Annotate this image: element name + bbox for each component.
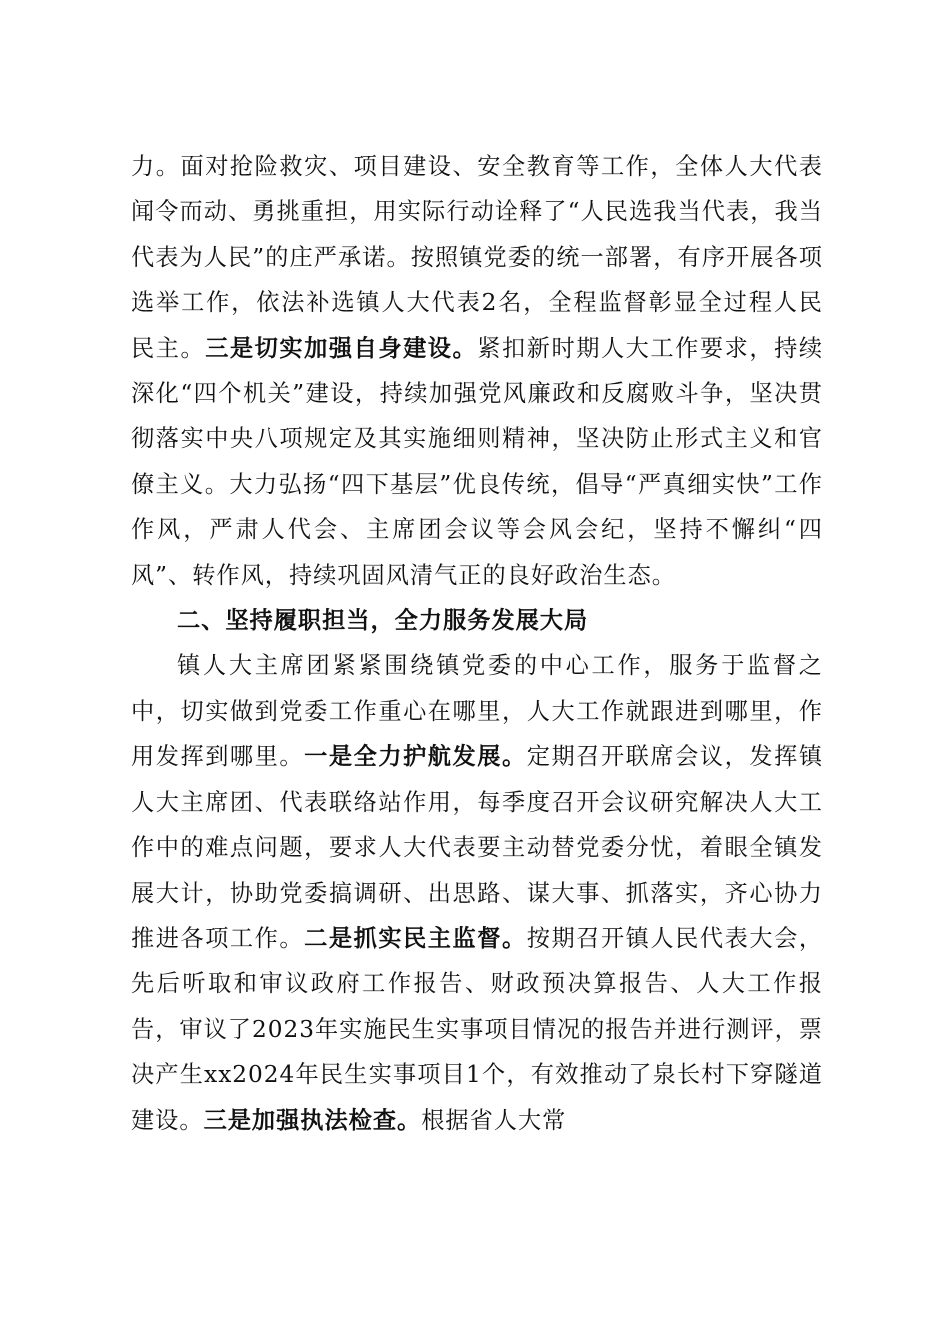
document-body [131, 144, 823, 1143]
paragraph-text: 紧扣新时期人大工作要求，持续深化“四个机关”建设，持续加强党风廉政和反腐败斗争，坚决贯彻落实中央八项规定及其实施细则精神，坚决防止形式主义和官僚主义。大力弘扬“四下基层”优良传统，倡导“严真细实快”工作作风，严肃人代会、主席团会议等会风会纪，坚持不懈纠“四风”、转作风，持续巩固风清气正的良好政治生态。 [131, 334, 824, 589]
bold-lead-phrase: 二是抓实民主监督。 [304, 924, 527, 952]
paragraph-continuation [131, 144, 823, 598]
bold-lead-phrase: 一是全力护航发展。 [304, 743, 527, 771]
paragraph-text: 力。面对抢险救灾、项目建设、安全教育等工作，全体人大代表闻令而动、勇挑重担，用实际行动诠释了“人民选我当代表，我当代表为人民”的庄严承诺。按照镇党委的统一部署，有序开展各项选举工作，依法补选镇人大代表2名，全程监督彰显全过程人民民主。 [131, 153, 823, 362]
paragraph-text: 镇人大主席团紧紧围绕镇党委的中心工作，服务于监督之中，切实做到党委工作重心在哪里，人大工作就跟进到哪里，作用发挥到哪里。 [131, 652, 823, 771]
bold-lead-phrase: 三是加强执法检查。 [203, 1106, 422, 1134]
paragraph-text: 根据省人大常 [421, 1106, 567, 1134]
paragraph [131, 643, 823, 1142]
paragraph-text: 按期召开镇人民代表大会，先后听取和审议政府工作报告、财政预决算报告、人大工作报告，审议了2023年实施民生实事项目情况的报告并进行测评，票决产生xx2024年民生实事项目1个，有效推动了泉长村下穿隧道建设。 [131, 924, 824, 1134]
bold-lead-phrase: 三是切实加强自身建设。 [205, 334, 478, 362]
section-heading: 二、坚持履职担当，全力服务发展大局 [177, 607, 589, 635]
paragraph-text: 定期召开联席会议，发挥镇人大主席团、代表联络站作用，每季度召开会议研究解决人大工作中的难点问题，要求人大代表要主动替党委分忧，着眼全镇发展大计，协助党委搞调研、出思路、谋大事、抓落实，齐心协力推进各项工作。 [131, 743, 824, 952]
